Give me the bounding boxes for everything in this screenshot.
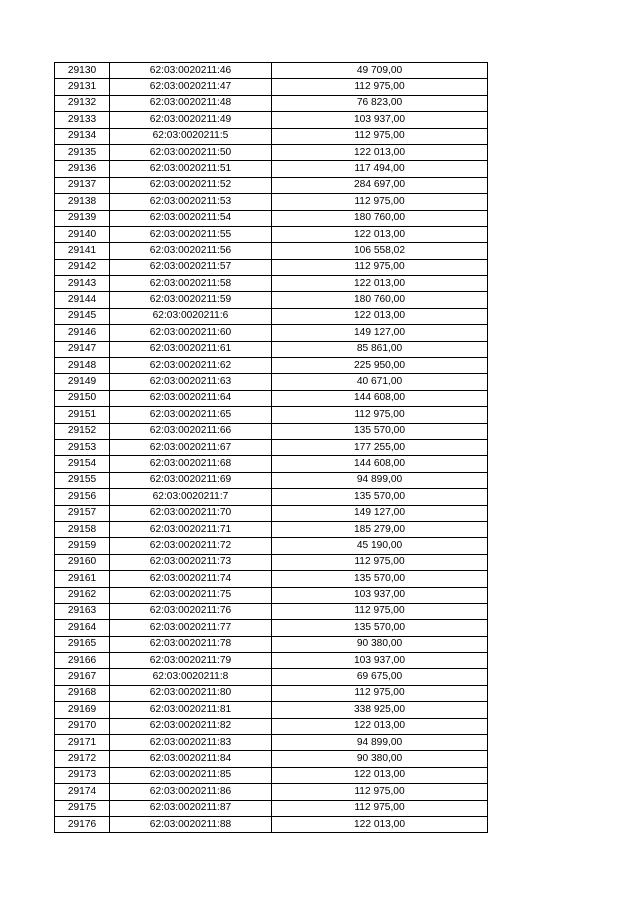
- row-number-cell: 29149: [55, 374, 110, 390]
- cadastral-value-cell: 103 937,00: [272, 653, 488, 669]
- row-number-cell: 29165: [55, 636, 110, 652]
- cadastral-number-cell: 62:03:0020211:47: [110, 79, 272, 95]
- cadastral-number-cell: 62:03:0020211:61: [110, 341, 272, 357]
- row-number-cell: 29140: [55, 226, 110, 242]
- table-row: [55, 276, 488, 292]
- row-number-cell: 29135: [55, 144, 110, 160]
- cadastral-value-cell: 45 190,00: [272, 538, 488, 554]
- cadastral-value-cell: 90 380,00: [272, 636, 488, 652]
- cadastral-number-cell: 62:03:0020211:62: [110, 358, 272, 374]
- row-number-cell: 29148: [55, 358, 110, 374]
- cadastral-value-cell: 112 975,00: [272, 259, 488, 275]
- cadastral-number-cell: 62:03:0020211:79: [110, 653, 272, 669]
- table-row: [55, 210, 488, 226]
- table-row: [55, 784, 488, 800]
- cadastral-number-cell: 62:03:0020211:81: [110, 702, 272, 718]
- cadastral-number-cell: 62:03:0020211:8: [110, 669, 272, 685]
- table-row: [55, 538, 488, 554]
- row-number-cell: 29156: [55, 489, 110, 505]
- row-number-cell: 29142: [55, 259, 110, 275]
- row-number-cell: 29168: [55, 685, 110, 701]
- cadastral-number-cell: 62:03:0020211:52: [110, 177, 272, 193]
- table-row: [55, 456, 488, 472]
- row-number-cell: 29139: [55, 210, 110, 226]
- table-row: [55, 735, 488, 751]
- table-row: [55, 63, 488, 79]
- cadastral-value-cell: 135 570,00: [272, 423, 488, 439]
- row-number-cell: 29169: [55, 702, 110, 718]
- cadastral-number-cell: 62:03:0020211:84: [110, 751, 272, 767]
- cadastral-number-cell: 62:03:0020211:6: [110, 308, 272, 324]
- cadastral-number-cell: 62:03:0020211:75: [110, 587, 272, 603]
- table-row: [55, 292, 488, 308]
- row-number-cell: 29173: [55, 767, 110, 783]
- cadastral-number-cell: 62:03:0020211:48: [110, 95, 272, 111]
- table-row: [55, 161, 488, 177]
- row-number-cell: 29157: [55, 505, 110, 521]
- table-row: [55, 259, 488, 275]
- cadastral-value-cell: 149 127,00: [272, 505, 488, 521]
- cadastral-value-cell: 185 279,00: [272, 521, 488, 537]
- cadastral-number-cell: 62:03:0020211:51: [110, 161, 272, 177]
- cadastral-number-cell: 62:03:0020211:87: [110, 800, 272, 816]
- row-number-cell: 29145: [55, 308, 110, 324]
- cadastral-value-cell: 122 013,00: [272, 144, 488, 160]
- cadastral-value-cell: 144 608,00: [272, 456, 488, 472]
- cadastral-number-cell: 62:03:0020211:74: [110, 571, 272, 587]
- table-row: [55, 95, 488, 111]
- table-row: [55, 800, 488, 816]
- cadastral-value-cell: 149 127,00: [272, 325, 488, 341]
- table-row: [55, 505, 488, 521]
- row-number-cell: 29134: [55, 128, 110, 144]
- table-row: [55, 144, 488, 160]
- cadastral-number-cell: 62:03:0020211:49: [110, 112, 272, 128]
- cadastral-number-cell: 62:03:0020211:78: [110, 636, 272, 652]
- table-row: [55, 79, 488, 95]
- cadastral-value-cell: 135 570,00: [272, 489, 488, 505]
- row-number-cell: 29174: [55, 784, 110, 800]
- cadastral-number-cell: 62:03:0020211:67: [110, 439, 272, 455]
- table-row: [55, 128, 488, 144]
- cadastral-value-cell: 122 013,00: [272, 226, 488, 242]
- row-number-cell: 29146: [55, 325, 110, 341]
- row-number-cell: 29159: [55, 538, 110, 554]
- cadastral-number-cell: 62:03:0020211:59: [110, 292, 272, 308]
- cadastral-number-cell: 62:03:0020211:5: [110, 128, 272, 144]
- cadastral-number-cell: 62:03:0020211:54: [110, 210, 272, 226]
- row-number-cell: 29147: [55, 341, 110, 357]
- cadastral-value-cell: 122 013,00: [272, 816, 488, 832]
- cadastral-number-cell: 62:03:0020211:77: [110, 620, 272, 636]
- row-number-cell: 29175: [55, 800, 110, 816]
- cadastral-number-cell: 62:03:0020211:65: [110, 407, 272, 423]
- table-row: [55, 439, 488, 455]
- row-number-cell: 29137: [55, 177, 110, 193]
- table-row: [55, 767, 488, 783]
- row-number-cell: 29136: [55, 161, 110, 177]
- row-number-cell: 29172: [55, 751, 110, 767]
- table-row: [55, 390, 488, 406]
- row-number-cell: 29164: [55, 620, 110, 636]
- cadastral-number-cell: 62:03:0020211:46: [110, 63, 272, 79]
- table-row: [55, 620, 488, 636]
- cadastral-value-cell: 112 975,00: [272, 194, 488, 210]
- cadastral-value-cell: 94 899,00: [272, 472, 488, 488]
- cadastral-value-cell: 76 823,00: [272, 95, 488, 111]
- cadastral-value-cell: 49 709,00: [272, 63, 488, 79]
- cadastral-value-cell: 135 570,00: [272, 571, 488, 587]
- cadastral-number-cell: 62:03:0020211:56: [110, 243, 272, 259]
- row-number-cell: 29138: [55, 194, 110, 210]
- cadastral-number-cell: 62:03:0020211:63: [110, 374, 272, 390]
- row-number-cell: 29154: [55, 456, 110, 472]
- cadastral-value-cell: 284 697,00: [272, 177, 488, 193]
- cadastral-number-cell: 62:03:0020211:64: [110, 390, 272, 406]
- table-row: [55, 816, 488, 832]
- cadastral-value-cell: 103 937,00: [272, 587, 488, 603]
- cadastral-number-cell: 62:03:0020211:7: [110, 489, 272, 505]
- table-row: [55, 554, 488, 570]
- table-row: [55, 751, 488, 767]
- table-row: [55, 226, 488, 242]
- row-number-cell: 29166: [55, 653, 110, 669]
- cadastral-value-cell: 94 899,00: [272, 735, 488, 751]
- cadastral-value-cell: 122 013,00: [272, 767, 488, 783]
- cadastral-number-cell: 62:03:0020211:80: [110, 685, 272, 701]
- cadastral-value-cell: 122 013,00: [272, 308, 488, 324]
- cadastral-value-cell: 112 975,00: [272, 79, 488, 95]
- cadastral-number-cell: 62:03:0020211:60: [110, 325, 272, 341]
- row-number-cell: 29132: [55, 95, 110, 111]
- cadastral-value-cell: 112 975,00: [272, 685, 488, 701]
- cadastral-number-cell: 62:03:0020211:66: [110, 423, 272, 439]
- table-row: [55, 341, 488, 357]
- row-number-cell: 29144: [55, 292, 110, 308]
- table-row: [55, 636, 488, 652]
- cadastral-value-cell: 180 760,00: [272, 210, 488, 226]
- table-row: [55, 702, 488, 718]
- cadastral-number-cell: 62:03:0020211:53: [110, 194, 272, 210]
- row-number-cell: 29155: [55, 472, 110, 488]
- table-row: [55, 358, 488, 374]
- cadastral-value-cell: 144 608,00: [272, 390, 488, 406]
- cadastral-value-cell: 225 950,00: [272, 358, 488, 374]
- row-number-cell: 29158: [55, 521, 110, 537]
- cadastral-number-cell: 62:03:0020211:69: [110, 472, 272, 488]
- cadastral-number-cell: 62:03:0020211:55: [110, 226, 272, 242]
- row-number-cell: 29133: [55, 112, 110, 128]
- table-row: [55, 603, 488, 619]
- row-number-cell: 29167: [55, 669, 110, 685]
- cadastral-number-cell: 62:03:0020211:83: [110, 735, 272, 751]
- cadastral-value-cell: 338 925,00: [272, 702, 488, 718]
- cadastral-value-cell: 112 975,00: [272, 800, 488, 816]
- cadastral-value-cell: 112 975,00: [272, 784, 488, 800]
- cadastral-value-cell: 122 013,00: [272, 718, 488, 734]
- cadastral-number-cell: 62:03:0020211:70: [110, 505, 272, 521]
- row-number-cell: 29153: [55, 439, 110, 455]
- row-number-cell: 29163: [55, 603, 110, 619]
- table-row: [55, 177, 488, 193]
- table-row: [55, 571, 488, 587]
- table-body: [55, 63, 488, 833]
- cadastral-value-cell: 112 975,00: [272, 128, 488, 144]
- cadastral-number-cell: 62:03:0020211:58: [110, 276, 272, 292]
- table-row: [55, 325, 488, 341]
- table-row: [55, 489, 488, 505]
- cadastral-value-table: [54, 62, 488, 833]
- row-number-cell: 29170: [55, 718, 110, 734]
- row-number-cell: 29131: [55, 79, 110, 95]
- row-number-cell: 29150: [55, 390, 110, 406]
- table-row: [55, 587, 488, 603]
- cadastral-number-cell: 62:03:0020211:76: [110, 603, 272, 619]
- cadastral-value-cell: 117 494,00: [272, 161, 488, 177]
- table-row: [55, 521, 488, 537]
- cadastral-number-cell: 62:03:0020211:73: [110, 554, 272, 570]
- table-row: [55, 472, 488, 488]
- table-row: [55, 423, 488, 439]
- cadastral-value-cell: 122 013,00: [272, 276, 488, 292]
- row-number-cell: 29152: [55, 423, 110, 439]
- row-number-cell: 29141: [55, 243, 110, 259]
- cadastral-value-cell: 135 570,00: [272, 620, 488, 636]
- cadastral-value-cell: 103 937,00: [272, 112, 488, 128]
- row-number-cell: 29151: [55, 407, 110, 423]
- table-row: [55, 308, 488, 324]
- cadastral-value-cell: 112 975,00: [272, 603, 488, 619]
- cadastral-number-cell: 62:03:0020211:72: [110, 538, 272, 554]
- cadastral-number-cell: 62:03:0020211:57: [110, 259, 272, 275]
- row-number-cell: 29143: [55, 276, 110, 292]
- row-number-cell: 29162: [55, 587, 110, 603]
- cadastral-number-cell: 62:03:0020211:68: [110, 456, 272, 472]
- table-row: [55, 685, 488, 701]
- row-number-cell: 29161: [55, 571, 110, 587]
- table-row: [55, 718, 488, 734]
- cadastral-value-cell: 112 975,00: [272, 554, 488, 570]
- cadastral-number-cell: 62:03:0020211:50: [110, 144, 272, 160]
- table-row: [55, 669, 488, 685]
- cadastral-number-cell: 62:03:0020211:85: [110, 767, 272, 783]
- row-number-cell: 29171: [55, 735, 110, 751]
- cadastral-number-cell: 62:03:0020211:88: [110, 816, 272, 832]
- cadastral-value-cell: 177 255,00: [272, 439, 488, 455]
- table-row: [55, 374, 488, 390]
- table-row: [55, 112, 488, 128]
- cadastral-value-cell: 106 558,02: [272, 243, 488, 259]
- row-number-cell: 29176: [55, 816, 110, 832]
- cadastral-number-cell: 62:03:0020211:86: [110, 784, 272, 800]
- table-row: [55, 407, 488, 423]
- table-row: [55, 653, 488, 669]
- cadastral-value-cell: 112 975,00: [272, 407, 488, 423]
- table-row: [55, 243, 488, 259]
- cadastral-value-cell: 85 861,00: [272, 341, 488, 357]
- cadastral-value-cell: 180 760,00: [272, 292, 488, 308]
- row-number-cell: 29130: [55, 63, 110, 79]
- cadastral-value-cell: 90 380,00: [272, 751, 488, 767]
- cadastral-number-cell: 62:03:0020211:82: [110, 718, 272, 734]
- cadastral-number-cell: 62:03:0020211:71: [110, 521, 272, 537]
- cadastral-value-cell: 69 675,00: [272, 669, 488, 685]
- row-number-cell: 29160: [55, 554, 110, 570]
- cadastral-value-cell: 40 671,00: [272, 374, 488, 390]
- table-row: [55, 194, 488, 210]
